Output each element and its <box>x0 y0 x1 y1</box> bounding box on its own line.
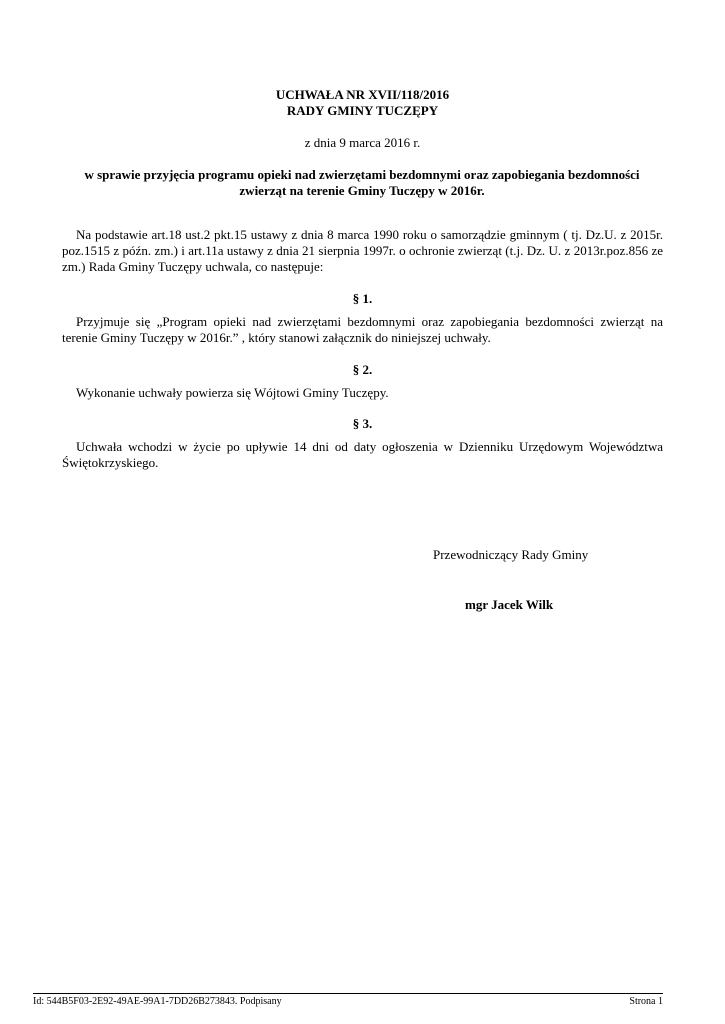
footer-page-number: Strona 1 <box>629 996 663 1007</box>
council-name: RADY GMINY TUCZĘPY <box>286 103 439 118</box>
signatory-role: Przewodniczący Rady Gminy <box>433 547 589 562</box>
footer-document-id: Id: 544B5F03-2E92-49AE-99A1-7DD26B273843. Podpisany <box>33 996 282 1007</box>
resolution-date: z dnia 9 marca 2016 r. <box>304 135 421 150</box>
section-1-mark: § 1. <box>352 291 373 306</box>
section-3-mark: § 3. <box>352 416 373 431</box>
section-2-text: Wykonanie uchwały powierza się Wójtowi Gminy Tuczępy. <box>76 385 389 400</box>
resolution-subject: w sprawie przyjęcia programu opieki nad zwierzętami bezdomnymi oraz zapobiegania bezdomności zwierząt na terenie Gminy Tuczępy w 2016r. <box>84 167 640 198</box>
section-3-text: Uchwała wchodzi w życie po upływie 14 dni od daty ogłoszenia w Dzienniku Urzędowym Województwa Świętokrzyskiego. <box>62 439 663 470</box>
section-1-text: Przyjmuje się „Program opieki nad zwierzętami bezdomnymi oraz zapobiegania bezdomności zwierząt na terenie Gminy Tuczępy w 2016r.” , który stanowi załącznik do niniejszej uchwały. <box>62 314 663 345</box>
legal-basis-paragraph: Na podstawie art.18 ust.2 pkt.15 ustawy z dnia 8 marca 1990 roku o samorządzie gminnym ( tj. Dz.U. z 2015r. poz.1515 z późn. zm.) i art.11a ustawy z dnia 21 sierpnia 1997r. o ochronie zwierząt (t.j. Dz. U. z 2013r.poz.856 ze zm.) Rada Gminy Tuczępy uchwala, co następuje: <box>62 227 663 274</box>
signatory-name: mgr Jacek Wilk <box>465 597 554 612</box>
resolution-number: UCHWAŁA NR XVII/118/2016 <box>275 87 450 102</box>
section-2-mark: § 2. <box>352 362 373 377</box>
footer-divider <box>33 993 663 994</box>
